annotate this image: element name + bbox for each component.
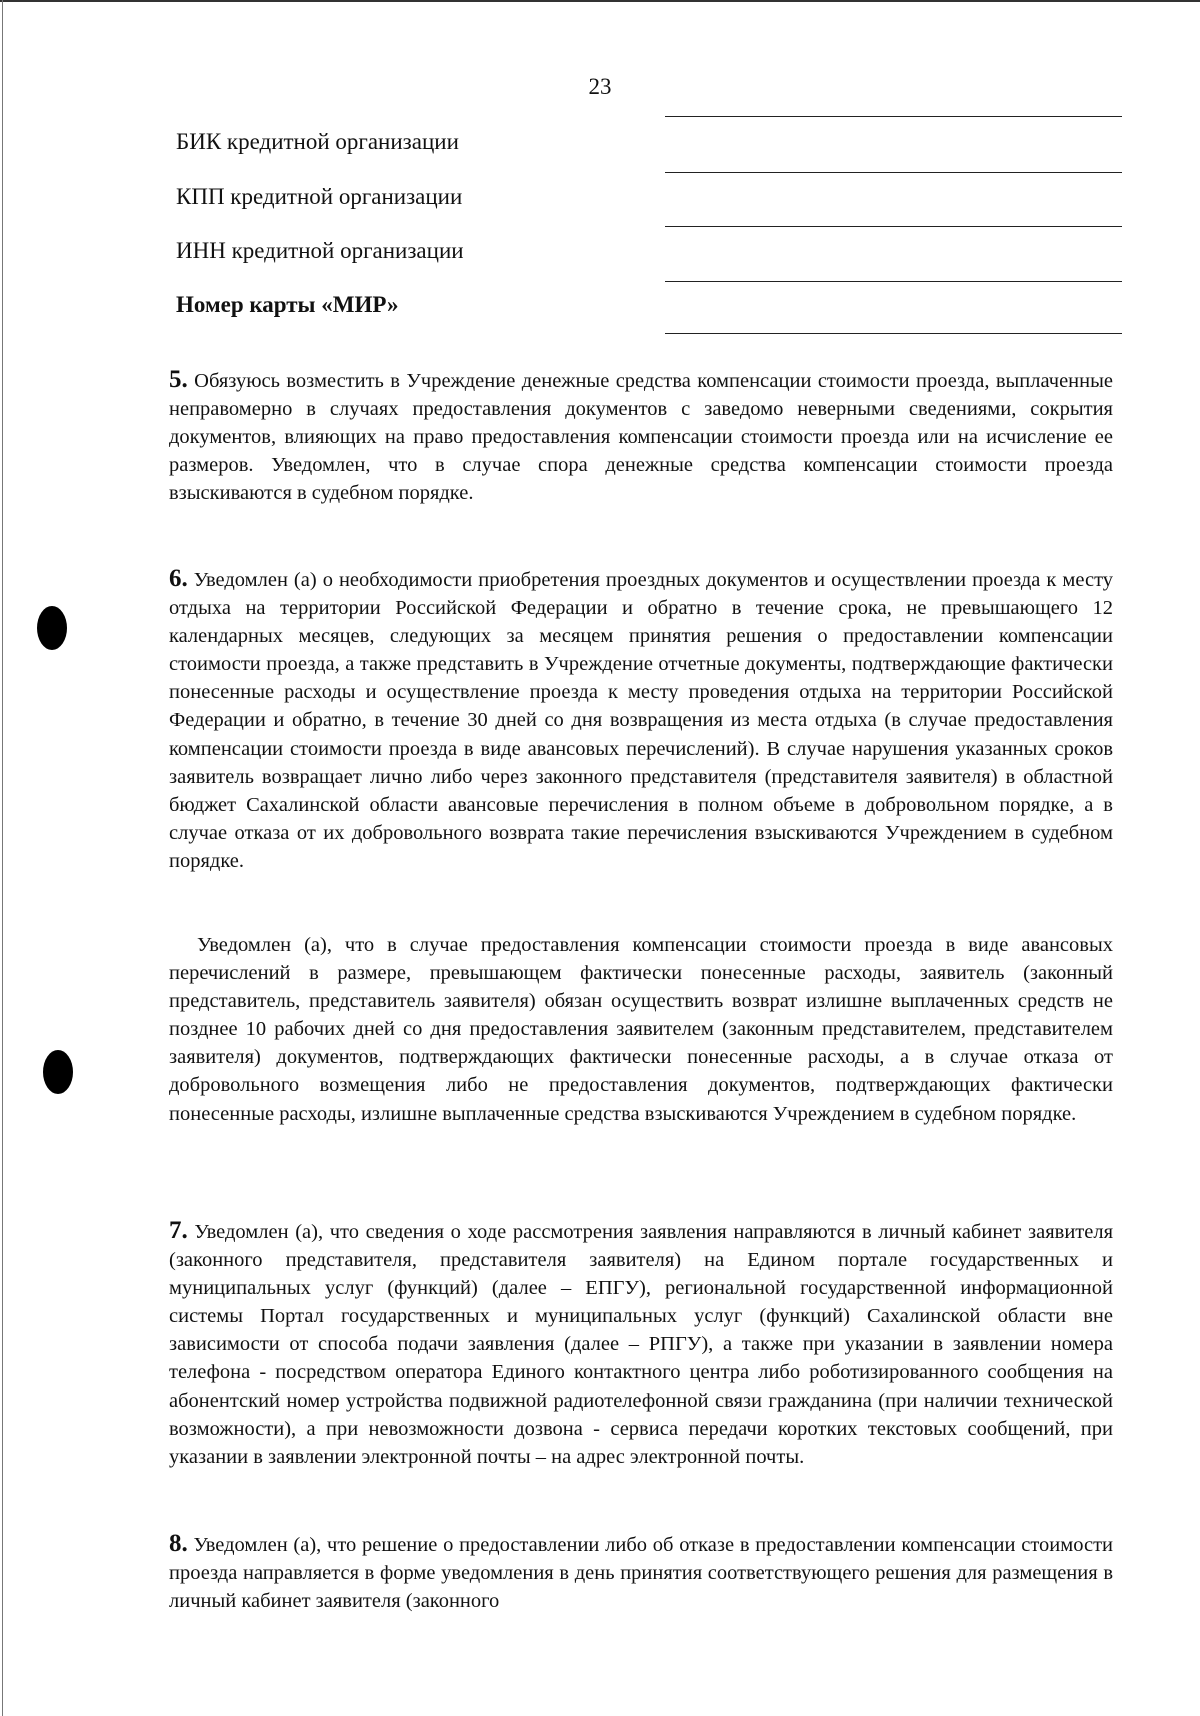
field-line-card-number[interactable]	[665, 333, 1122, 334]
field-line-top	[665, 116, 1122, 117]
paragraph-7-number: 7.	[169, 1217, 188, 1244]
field-label-bik: БИК кредитной организации	[176, 129, 459, 154]
paragraph-6-text: Уведомлен (а) о необходимости приобретения проездных документов и осуществлении проезда к месту отдыха на территории Российской Федерации и обратно в течение срока, не превышающего 12 календарных месяцев, следующих за месяцем принятия решения о предоставлении компенсации стоимости проезда, а также представить в Учреждение отчетные документы, подтверждающие фактически понесенные расходы и осуществление проезда к месту проведения отдыха на территории Российской Федерации и обратно, в течение 30 дней со дня возвращения из места отдыха (в случае предоставления компенсации стоимости проезда в виде авансовых перечислений). В случае нарушения указанных сроков заявитель возвращает лично либо через законного представителя (представителя заявителя) в областной бюджет Сахалинской области авансовые перечисления в полном объеме в добровольном порядке, а в случае отказа от их добровольного возврата такие перечисления взыскиваются Учреждением в судебном порядке.	[169, 569, 1114, 872]
field-label-inn: ИНН кредитной организации	[176, 238, 464, 263]
paragraph-8	[169, 1530, 1113, 1615]
paragraph-5-number: 5.	[169, 366, 188, 393]
paragraph-7	[169, 1217, 1113, 1471]
paragraph-7-text: Уведомлен (а), что сведения о ходе рассмотрения заявления направляются в личный кабинет заявителя (законного представителя, представителя заявителя) на Едином портале государственных и муниципальных услуг (функций) (далее – ЕПГУ), региональной государственной информационной системы Портал государственных и муниципальных услуг (функций) Сахалинской области вне зависимости от способа подачи заявления (далее – РПГУ), а также при указании в заявлении номера телефона - посредством оператора Единого контактного центра либо роботизированного сообщения на абонентский номер устройства подвижной радиотелефонной связи гражданина (при наличии технической возможности), а при невозможности дозвона - сервиса передачи коротких текстовых сообщений, при указании в заявлении электронной почты – на адрес электронной почты.	[169, 1221, 1114, 1468]
paragraph-6-continuation: Уведомлен (а), что в случае предоставления компенсации стоимости проезда в виде авансовых перечислений в размере, превышающем фактически понесенные расходы, заявитель (законный представитель, представитель заявителя) обязан осуществить возврат излишне выплаченных средств не позднее 10 рабочих дней со дня предоставления заявителем (законным представителем, представителем заявителя) документов, подтверждающих фактически понесенные расходы, а в случае отказа от добровольного возмещения либо не предоставления документов, подтверждающих фактически понесенные расходы, излишне выплаченные средства взыскиваются Учреждением в судебном порядке.	[169, 934, 1113, 1125]
paragraph-8-text: Уведомлен (а), что решение о предоставлении либо об отказе в предоставлении компенсации стоимости проезда направляется в форме уведомления в день принятия соответствующего решения для размещения в личный кабинет заявителя (законного	[169, 1534, 1113, 1613]
punch-hole-top	[37, 606, 67, 650]
field-label-card-number: Номер карты «МИР»	[176, 292, 399, 317]
punch-hole-bottom	[43, 1050, 73, 1094]
page-left-edge	[2, 0, 3, 1716]
paragraph-5	[169, 366, 1113, 507]
paragraph-8-number: 8.	[169, 1530, 188, 1557]
page-number: 23	[588, 74, 612, 99]
page-top-edge	[0, 0, 1200, 2]
paragraph-6	[169, 565, 1113, 875]
field-label-kpp: КПП кредитной организации	[176, 184, 463, 209]
paragraph-5-text: Обязуюсь возместить в Учреждение денежные средства компенсации стоимости проезда, выплаченные неправомерно в случаях предоставления документов с заведомо неверными сведениями, сокрытия документов, влияющих на право предоставления компенсации стоимости проезда или на исчисление ее размеров. Уведомлен, что в случае спора денежные средства компенсации стоимости проезда взыскиваются в судебном порядке.	[169, 370, 1113, 505]
paragraph-6-number: 6.	[169, 565, 188, 592]
field-line-bik[interactable]	[665, 172, 1122, 173]
field-line-inn[interactable]	[665, 281, 1122, 282]
field-line-kpp[interactable]	[665, 226, 1122, 227]
